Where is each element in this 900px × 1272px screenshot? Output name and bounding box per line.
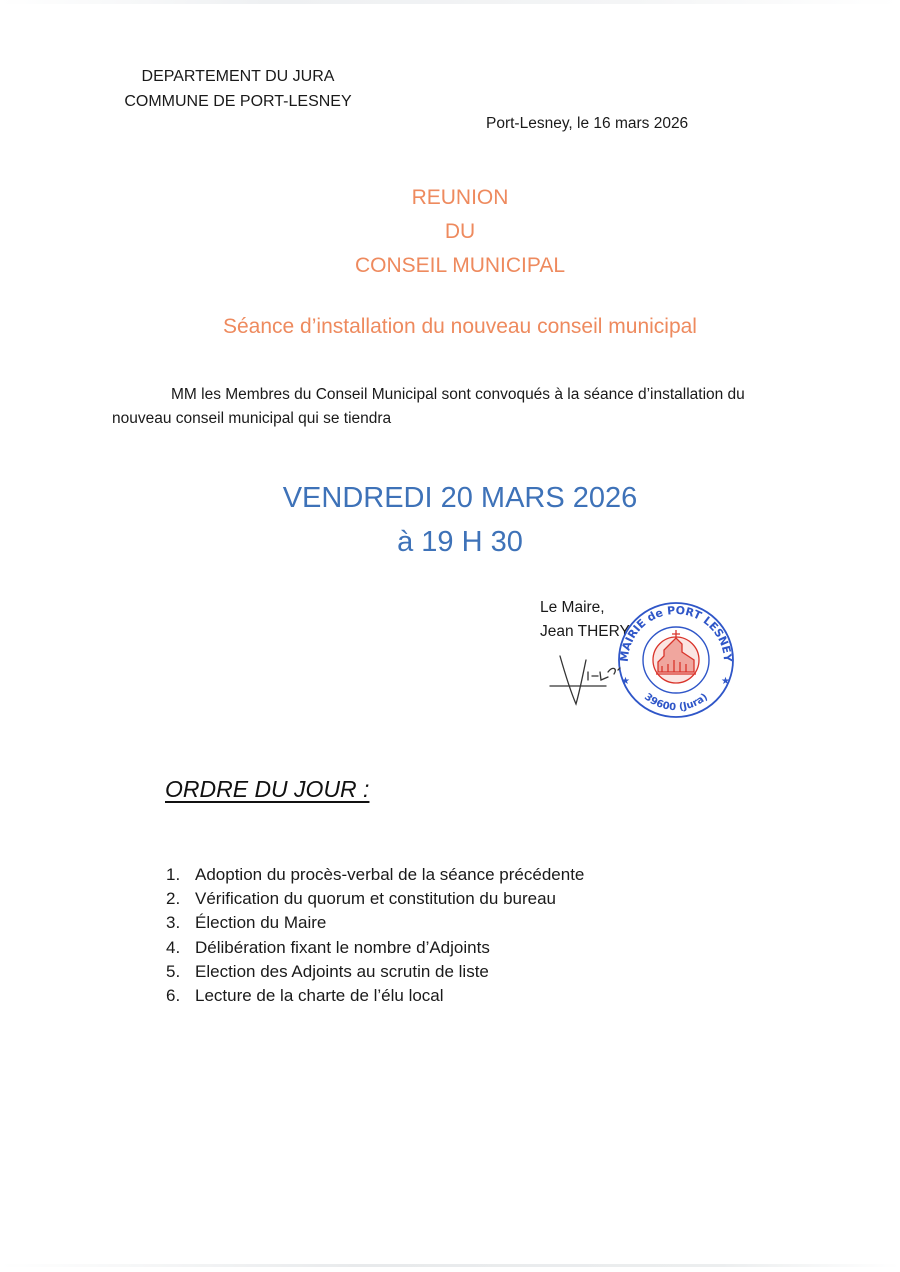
mayor-signature xyxy=(548,650,644,706)
agenda-item-number: 3. xyxy=(166,913,181,933)
meeting-datetime xyxy=(160,476,760,564)
agenda-item-text: Vérification du quorum et constitution du bureau xyxy=(195,889,557,909)
village-emblem-icon xyxy=(653,630,699,683)
date-line: Port-Lesney, le 16 mars 2026 xyxy=(486,115,689,132)
convocation-line-1: MM les Membres du Conseil Municipal sont convoqués à la séance d’installation du xyxy=(171,386,745,403)
agenda-item-number: 4. xyxy=(166,937,181,957)
commune-name: COMMUNE DE PORT-LESNEY xyxy=(124,93,352,110)
agenda-item-number: 5. xyxy=(166,961,181,981)
agenda-item xyxy=(166,984,584,1008)
agenda-item xyxy=(166,863,584,887)
agenda-item-text: Élection du Maire xyxy=(195,913,327,933)
stamp-star-left: ★ xyxy=(621,676,630,687)
agenda-item xyxy=(166,911,584,935)
stamp-text-bottom: 39600 (Jura) xyxy=(642,691,711,714)
agenda-heading: ORDRE DU JOUR : xyxy=(165,776,370,802)
convocation-paragraph xyxy=(112,383,802,431)
title-line-2: DU xyxy=(444,220,476,243)
stamp-star-right: ★ xyxy=(721,676,730,687)
agenda-item-text: Adoption du procès-verbal de la séance précédente xyxy=(195,865,585,884)
agenda-item-text: Election des Adjoints au scrutin de liste xyxy=(195,961,489,981)
agenda-item xyxy=(166,887,584,911)
agenda-item-number: 2. xyxy=(166,889,181,909)
signatory-name: Jean THERY xyxy=(540,623,630,640)
agenda-item xyxy=(166,936,584,960)
scan-edge-bottom xyxy=(0,1264,900,1267)
agenda-list xyxy=(166,863,584,1008)
title-line-1: REUNION xyxy=(411,186,509,209)
agenda-item-text: Délibération fixant le nombre d’Adjoints xyxy=(195,937,490,957)
stamp-text-top: MAIRIE de PORT LESNEY xyxy=(617,603,735,663)
agenda-item-number: 6. xyxy=(166,986,181,1006)
scan-edge-top xyxy=(0,0,900,4)
agenda-item-number: 1. xyxy=(166,865,181,884)
meeting-time: à 19 H 30 xyxy=(397,526,523,558)
agenda-item xyxy=(166,960,584,984)
session-subtitle: Séance d’installation du nouveau conseil municipal xyxy=(223,315,697,338)
agenda-item-text: Lecture de la charte de l’élu local xyxy=(195,986,444,1006)
department-name: DEPARTEMENT DU JURA xyxy=(141,68,335,85)
meeting-title xyxy=(250,181,670,283)
title-line-3: CONSEIL MUNICIPAL xyxy=(354,254,566,277)
signatory-role: Le Maire, xyxy=(540,599,605,616)
letterhead xyxy=(108,64,368,114)
meeting-date: VENDREDI 20 MARS 2026 xyxy=(282,482,638,514)
convocation-line-2: nouveau conseil municipal qui se tiendra xyxy=(112,410,392,427)
